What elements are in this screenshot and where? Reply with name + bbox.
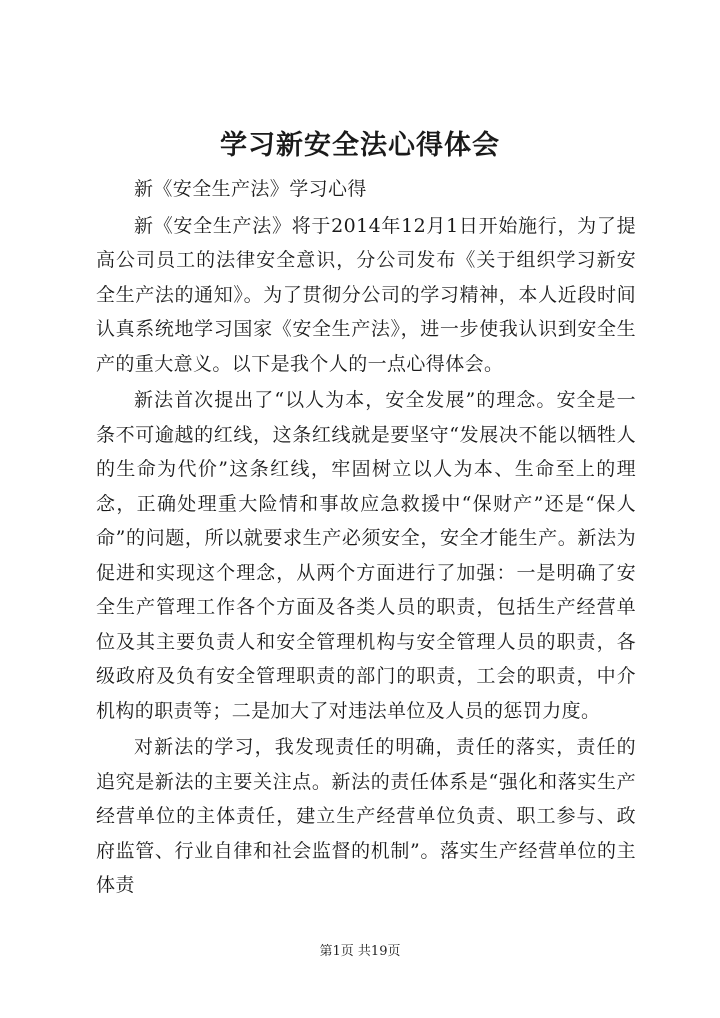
paragraph-responsibility: 对新法的学习，我发现责任的明确，责任的落实，责任的追究是新法的主要关注点。新法的责任体系是“强化和落实生产经营单位的主体责任，建立生产经营单位负责、职工参与、政府监管、行业自律和社会监督的机制”。落实生产经营单位的主体责: [96, 736, 636, 896]
paragraph-concept: 新法首次提出了“以人为本，安全发展”的理念。安全是一条不可逾越的红线，这条红线就是要坚守“发展决不能以牺牲人的生命为代价”这条红线，牢固树立以人为本、生命至上的理念，正确处理重大险情和事故应急救援中“保财产”还是“保人命”的问题，所以就要求生产必须安全，安全才能生产。新法为促进和实现这个理念，从两个方面进行了加强：一是明确了安全生产管理工作各个方面及各类人员的职责，包括生产经营单位及其主要负责人和安全管理机构与安全管理人员的职责，各级政府及负有安全管理职责的部门的职责，工会的职责，中介机构的职责等；二是加大了对违法单位及人员的惩罚力度。: [96, 389, 636, 722]
paragraph-subtitle: 新《安全生产法》学习心得: [134, 178, 367, 200]
page-number-footer: 第1页 共19页: [319, 944, 401, 959]
document-title: 学习新安全法心得体会: [220, 130, 500, 161]
document-body: [96, 172, 636, 903]
paragraph-intro: 新《安全生产法》将于2014年12月1日开始施行，为了提高公司员工的法律安全意识，分公司发布《关于组织学习新安全生产法的通知》。为了贯彻分公司的学习精神，本人近段时间认真系统地学习国家《安全生产法》，进一步使我认识到安全生产的重大意义。以下是我个人的一点心得体会。: [96, 214, 636, 375]
